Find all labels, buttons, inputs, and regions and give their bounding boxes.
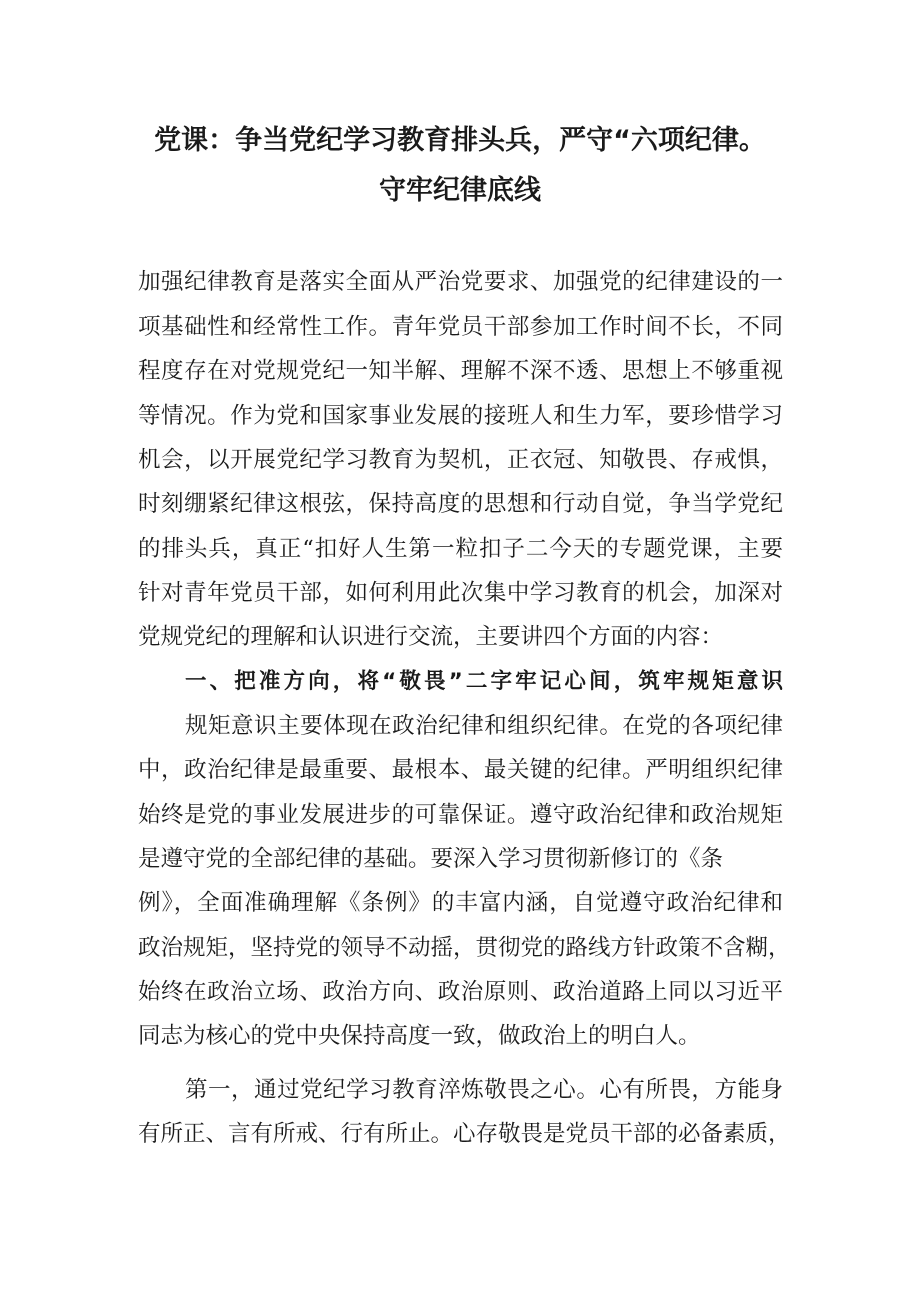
intro-line-3: 程度存在对党规党纪一知半解、理解不深不透、思想上不够重视	[138, 358, 783, 384]
section-1-line-1: 规矩意识主要体现在政治纪律和组织纪律。在党的各项纪律	[185, 713, 783, 739]
document-title-line-1: 党课：争当党纪学习教育排头兵，严守“六项纪律。	[154, 125, 766, 156]
section-1-line-5: 例》，全面准确理解《条例》的丰富内涵，自觉遵守政治纪律和	[138, 890, 783, 916]
intro-line-6: 时刻绷紧纪律这根弦，保持高度的思想和行动自觉，争当学党纪	[138, 491, 783, 517]
intro-line-1: 加强纪律教育是落实全面从严治党要求、加强党的纪律建设的一	[138, 269, 783, 295]
intro-line-4: 等情况。作为党和国家事业发展的接班人和生力军，要珍惜学习	[138, 403, 783, 429]
paragraph-2-line-2: 有所正、言有所戒、行有所止。心存敬畏是党员干部的必备素质，	[138, 1121, 791, 1147]
section-1-line-4: 是遵守党的全部纪律的基础。要深入学习贯彻新修订的《条	[138, 846, 724, 872]
intro-line-7: 的排头兵，真正“扣好人生第一粒扣子二今天的专题党课，主要	[138, 536, 783, 562]
paragraph-2-line-1: 第一，通过党纪学习教育淬炼敬畏之心。心有所畏，方能身	[185, 1077, 783, 1103]
section-1-line-7: 始终在政治立场、政治方向、政治原则、政治道路上同以习近平	[138, 979, 783, 1005]
intro-line-2: 项基础性和经常性工作。青年党员干部参加工作时间不长，不同	[138, 314, 783, 340]
document-title-line-2: 守牢纪律底线	[379, 175, 541, 206]
intro-line-5: 机会，以开展党纪学习教育为契机，正衣冠、知敬畏、存戒惧，	[138, 447, 783, 473]
section-1-line-3: 始终是党的事业发展进步的可靠保证。遵守政治纪律和政治规矩	[138, 802, 783, 828]
section-1-line-2: 中，政治纪律是最重要、最根本、最关键的纪律。严明组织纪律	[138, 757, 783, 783]
section-1-line-6: 政治规矩，坚持党的领导不动摇，贯彻党的路线方针政策不含糊，	[138, 935, 791, 961]
section-1-line-8: 同志为核心的党中央保持高度一致，做政治上的明白人。	[138, 1023, 701, 1049]
section-1-heading: 一、把准方向，将“敬畏”二字牢记心间，筑牢规矩意识	[185, 669, 783, 694]
intro-line-8: 针对青年党员干部，如何利用此次集中学习教育的机会，加深对	[138, 580, 783, 606]
intro-line-9: 党规党纪的理解和认识进行交流，主要讲四个方面的内容：	[138, 624, 724, 650]
